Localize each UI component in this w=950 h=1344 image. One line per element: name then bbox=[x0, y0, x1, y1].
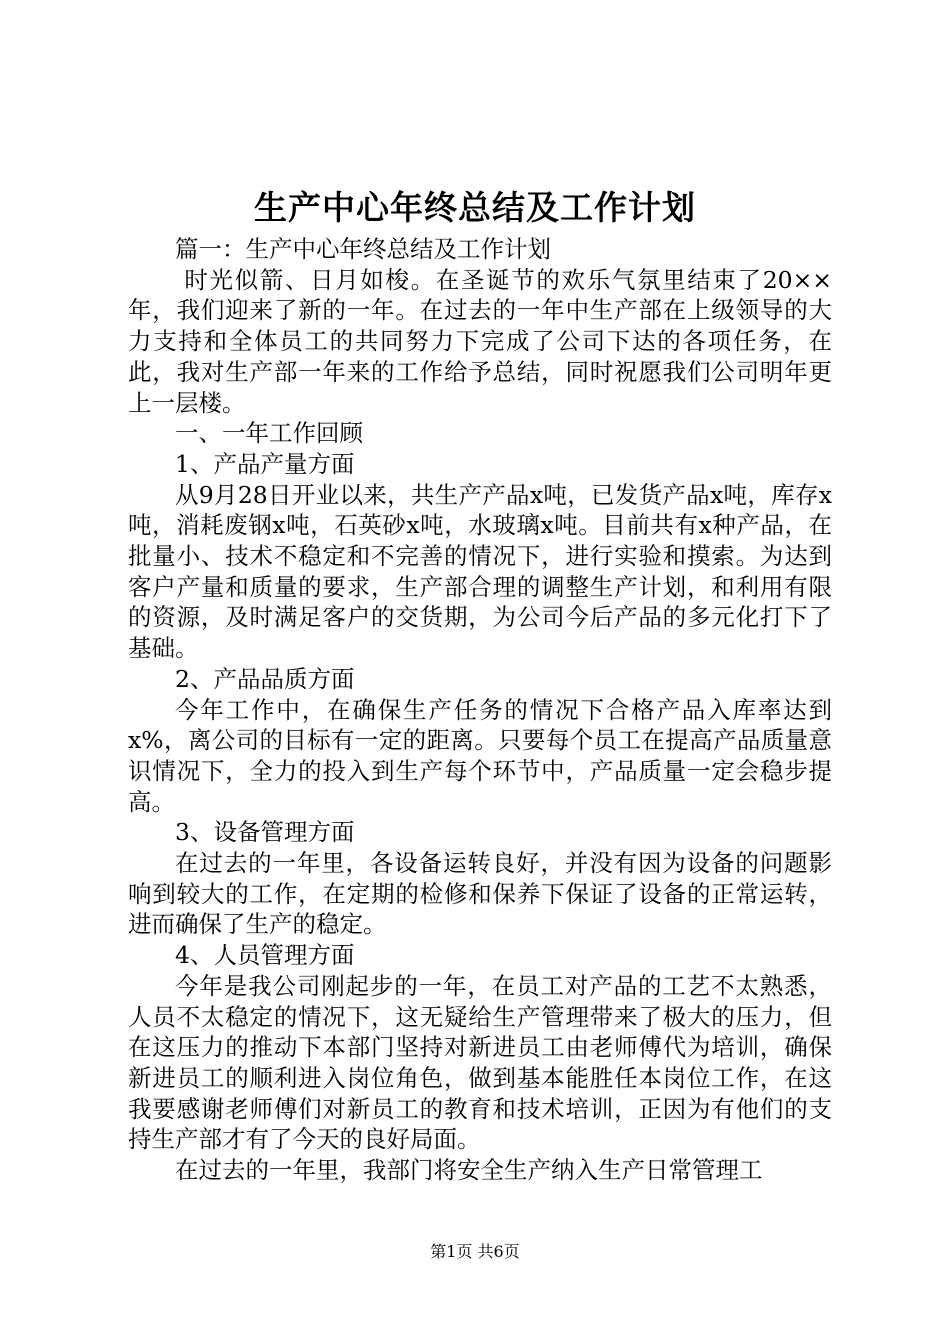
subheading-equipment: 3、设备管理方面 bbox=[175, 818, 355, 847]
paragraph-quality: 今年工作中，在确保生产任务的情况下合格产品入库率达到x%，离公司的目标有一定的距离。只要每个员工在提高产品质量意识情况下，全力的投入到生产每个环节中，产品质量一定会稳步提高。 bbox=[128, 695, 832, 816]
paragraph-personnel: 今年是我公司刚起步的一年，在员工对产品的工艺不太熟悉，人员不太稳定的情况下，这无疑给生产管理带来了极大的压力，但在这压力的推动下本部门坚持对新进员工由老师傅代为培训，确保新进员工的顺利进入岗位角色，做到基本能胜任本岗位工作，在这我要感谢老师傅们对新员工的教育和技术培训，正因为有他们的支持生产部才有了今天的良好局面。 bbox=[128, 971, 832, 1154]
paragraph-intro: 时光似箭、日月如梭。在圣诞节的欢乐气氛里结束了20××年，我们迎来了新的一年。在过去的一年中生产部在上级领导的大力支持和全体员工的共同努力下完成了公司下达的各项任务，在此，我对生产部一年来的工作给予总结，同时祝愿我们公司明年更上一层楼。 bbox=[128, 265, 832, 417]
page-number-footer: 第1页 共6页 bbox=[430, 1242, 520, 1261]
paragraph-safety: 在过去的一年里，我部门将安全生产纳入生产日常管理工 bbox=[175, 1156, 763, 1185]
paragraph-output: 从9月28日开业以来，共生产产品x吨，已发货产品x吨，库存x吨，消耗废钢x吨，石英砂x吨，水玻璃x吨。目前共有x种产品，在批量小、技术不稳定和不完善的情况下，进行实验和摸索。为达到客户产量和质量的要求，生产部合理的调整生产计划，和利用有限的资源，及时满足客户的交货期，为公司今后产品的多元化打下了基础。 bbox=[128, 480, 832, 663]
section-label: 篇一：生产中心年终总结及工作计划 bbox=[175, 235, 551, 263]
subheading-personnel: 4、人员管理方面 bbox=[175, 941, 355, 970]
subheading-output: 1、产品产量方面 bbox=[175, 449, 355, 478]
section-heading-review: 一、一年工作回顾 bbox=[175, 419, 363, 448]
document-body bbox=[128, 234, 832, 1186]
paragraph-equipment: 在过去的一年里，各设备运转良好，并没有因为设备的问题影响到较大的工作，在定期的检修和保养下保证了设备的正常运转，进而确保了生产的稳定。 bbox=[128, 849, 832, 939]
subheading-quality: 2、产品品质方面 bbox=[175, 664, 355, 693]
document-title: 生产中心年终总结及工作计划 bbox=[254, 188, 696, 227]
